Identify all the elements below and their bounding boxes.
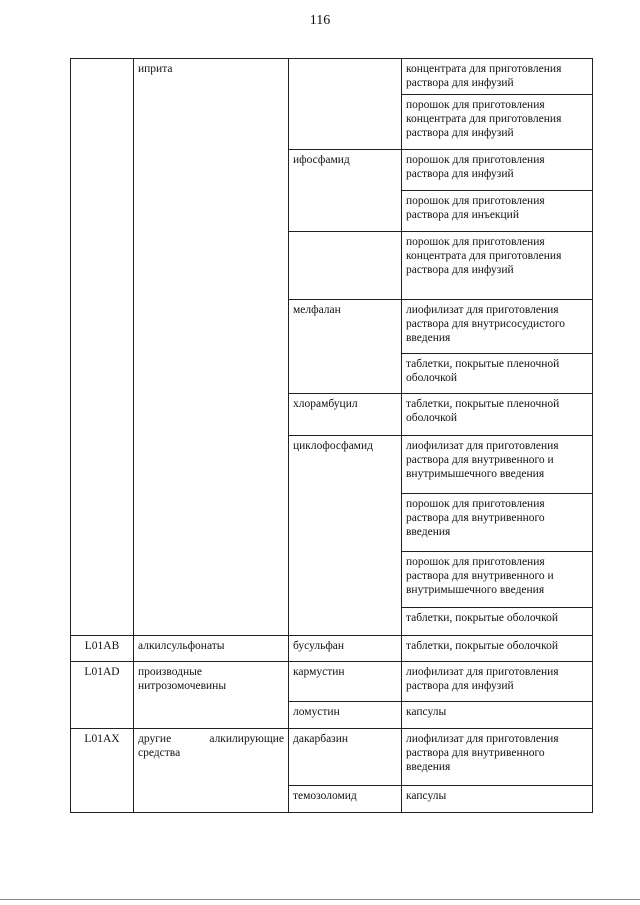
form-cell: порошок для приготовления раствора для внутривенного и внутримышечного введения xyxy=(402,552,593,608)
drug-cell: мелфалан xyxy=(289,300,402,394)
drug-cell: темозоломид xyxy=(289,786,402,813)
form-cell: таблетки, покрытые пленочной оболочкой xyxy=(402,354,593,394)
form-cell: капсулы xyxy=(402,702,593,729)
table-row xyxy=(71,662,593,702)
form-cell: таблетки, покрытые пленочной оболочкой xyxy=(402,394,593,436)
form-cell: лиофилизат для приготовления раствора для внутрисосудистого введения xyxy=(402,300,593,354)
page-bottom-divider xyxy=(0,899,640,900)
atc-code-cell: L01AX xyxy=(71,729,134,813)
group-cell: алкилсульфонаты xyxy=(134,636,289,662)
table-row xyxy=(71,636,593,662)
atc-code-cell: L01AD xyxy=(71,662,134,729)
group-cell: другие алкилирующие средства xyxy=(134,729,289,813)
atc-code-cell xyxy=(71,59,134,636)
table-row xyxy=(71,59,593,95)
form-cell: таблетки, покрытые оболочкой xyxy=(402,636,593,662)
form-cell: таблетки, покрытые оболочкой xyxy=(402,608,593,636)
drug-cell xyxy=(289,59,402,150)
atc-code-cell: L01AB xyxy=(71,636,134,662)
page-number: 116 xyxy=(309,13,331,28)
form-cell: порошок для приготовления концентрата для приготовления раствора для инфузий xyxy=(402,232,593,300)
group-cell: иприта xyxy=(134,59,289,636)
form-cell: концентрата для приготовления раствора для инфузий xyxy=(402,59,593,95)
drug-cell xyxy=(289,232,402,300)
group-cell: производные нитрозомочевины xyxy=(134,662,289,729)
form-cell: лиофилизат для приготовления раствора для внутривенного введения xyxy=(402,729,593,786)
drug-cell: хлорамбуцил xyxy=(289,394,402,436)
drug-cell: ифосфамид xyxy=(289,150,402,232)
form-cell: порошок для приготовления раствора для инфузий xyxy=(402,150,593,191)
drug-cell: дакарбазин xyxy=(289,729,402,786)
drug-cell: бусульфан xyxy=(289,636,402,662)
form-cell: капсулы xyxy=(402,786,593,813)
form-cell: порошок для приготовления раствора для инъекций xyxy=(402,191,593,232)
form-cell: лиофилизат для приготовления раствора для внутривенного и внутримышечного введения xyxy=(402,436,593,494)
form-cell: порошок для приготовления раствора для внутривенного введения xyxy=(402,494,593,552)
form-cell: лиофилизат для приготовления раствора для инфузий xyxy=(402,662,593,702)
table-row xyxy=(71,729,593,786)
drug-cell: ломустин xyxy=(289,702,402,729)
drug-cell: циклофосфамид xyxy=(289,436,402,636)
form-cell: порошок для приготовления концентрата для приготовления раствора для инфузий xyxy=(402,95,593,150)
drug-table xyxy=(70,58,593,813)
drug-cell: кармустин xyxy=(289,662,402,702)
